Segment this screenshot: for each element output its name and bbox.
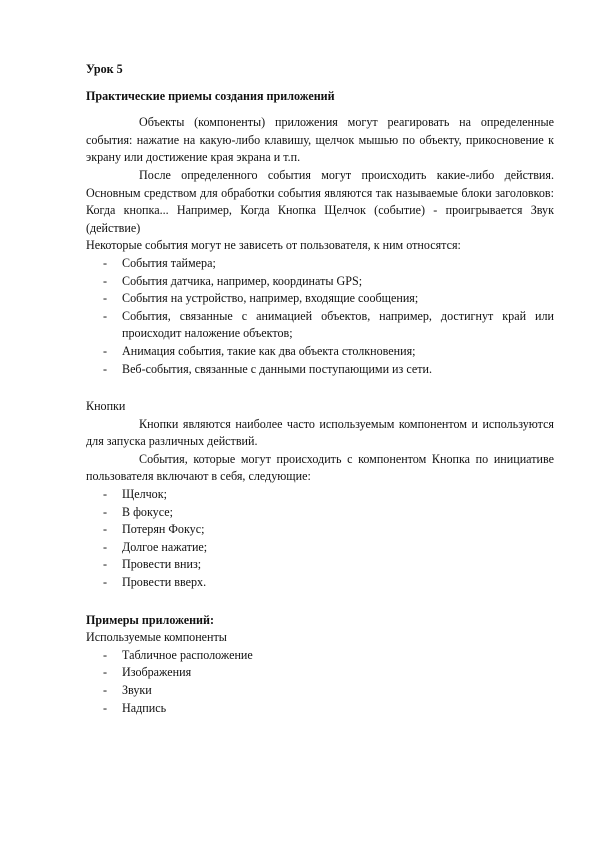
buttons-heading: Кнопки <box>86 399 126 414</box>
list-item-text: Надпись <box>122 700 167 715</box>
dash-bullet: - <box>103 539 108 554</box>
list-item <box>86 647 554 665</box>
events-list <box>86 255 554 378</box>
list-item-text: Долгое нажатие; <box>122 539 208 554</box>
list-item <box>86 556 554 574</box>
list-item-text: События на устройство, например, входящие сообщения; <box>122 291 419 306</box>
dash-bullet: - <box>103 504 108 519</box>
list-item <box>86 290 554 308</box>
dash-bullet: - <box>103 308 108 323</box>
list-item-text: Провести вниз; <box>122 557 202 572</box>
dash-bullet: - <box>103 557 108 572</box>
list-item-text: Щелчок; <box>122 487 167 502</box>
list-item <box>86 361 554 379</box>
list-item-text: Потерян Фокус; <box>122 522 205 537</box>
list-item-text: Табличное расположение <box>122 647 253 662</box>
dash-bullet: - <box>103 522 108 537</box>
list-item <box>86 682 554 700</box>
dash-bullet: - <box>103 361 108 376</box>
dash-bullet: - <box>103 291 108 306</box>
list-item-text: Звуки <box>122 683 152 697</box>
list-item <box>86 539 554 557</box>
list-item <box>86 486 554 504</box>
examples-subheading: Используемые компоненты <box>86 630 227 645</box>
list-item-text: Изображения <box>122 665 192 680</box>
list-item-text: В фокусе; <box>122 504 173 519</box>
dash-bullet: - <box>103 665 108 680</box>
examples-heading: Примеры приложений: <box>86 612 214 627</box>
buttons-paragraph-1: Кнопки являются наиболее часто используемым компонентом и используются для запуска различных действий. <box>86 416 554 449</box>
intro-paragraph-2: После определенного события могут происходить какие-либо действия. Основным средством для обработки события являются так называемые блоки заголовков: Когда кнопка... Например, Когда Кнопка Щелчок (событие) - проигрывается Звук (действие) <box>86 167 554 235</box>
list-item-text: Провести вверх. <box>122 575 207 590</box>
topic-title: Практические приемы создания приложений <box>86 88 335 103</box>
list-item <box>86 664 554 682</box>
list-item-text: События датчика, например, координаты GPS; <box>122 273 363 288</box>
dash-bullet: - <box>103 700 108 715</box>
list-item <box>86 700 554 718</box>
list-item <box>86 273 554 291</box>
list-item-text: Анимация события, такие как два объекта столкновения; <box>122 343 416 358</box>
list-item <box>86 521 554 539</box>
list-item <box>86 343 554 361</box>
list-item <box>86 308 554 343</box>
lesson-title: Урок 5 <box>86 62 123 76</box>
dash-bullet: - <box>103 255 108 270</box>
dash-bullet: - <box>103 487 108 502</box>
dash-bullet: - <box>103 343 108 358</box>
document-page <box>86 61 554 717</box>
dash-bullet: - <box>103 575 108 590</box>
buttons-paragraph-2: События, которые могут происходить с компонентом Кнопка по инициативе пользователя включают в себя, следующие: <box>86 451 554 484</box>
list-item-text: События, связанные с анимацией объектов, например, достигнут край или происходит наложение объектов; <box>122 308 554 341</box>
dash-bullet: - <box>103 683 108 697</box>
components-list <box>86 647 554 717</box>
dash-bullet: - <box>103 647 108 662</box>
intro-paragraph-3: Некоторые события могут не зависеть от пользователя, к ним относятся: <box>86 238 461 253</box>
list-item <box>86 504 554 522</box>
intro-paragraph-1: Объекты (компоненты) приложения могут реагировать на определенные события: нажатие на какую-либо клавишу, щелчок мышью по объекту, прикосновение к экрану или достижение края экрана и т.п. <box>86 115 554 165</box>
button-events-list <box>86 486 554 592</box>
list-item <box>86 255 554 273</box>
list-item-text: Веб-события, связанные с данными поступающими из сети. <box>122 361 432 376</box>
list-item <box>86 574 554 592</box>
dash-bullet: - <box>103 273 108 288</box>
list-item-text: События таймера; <box>122 255 216 270</box>
